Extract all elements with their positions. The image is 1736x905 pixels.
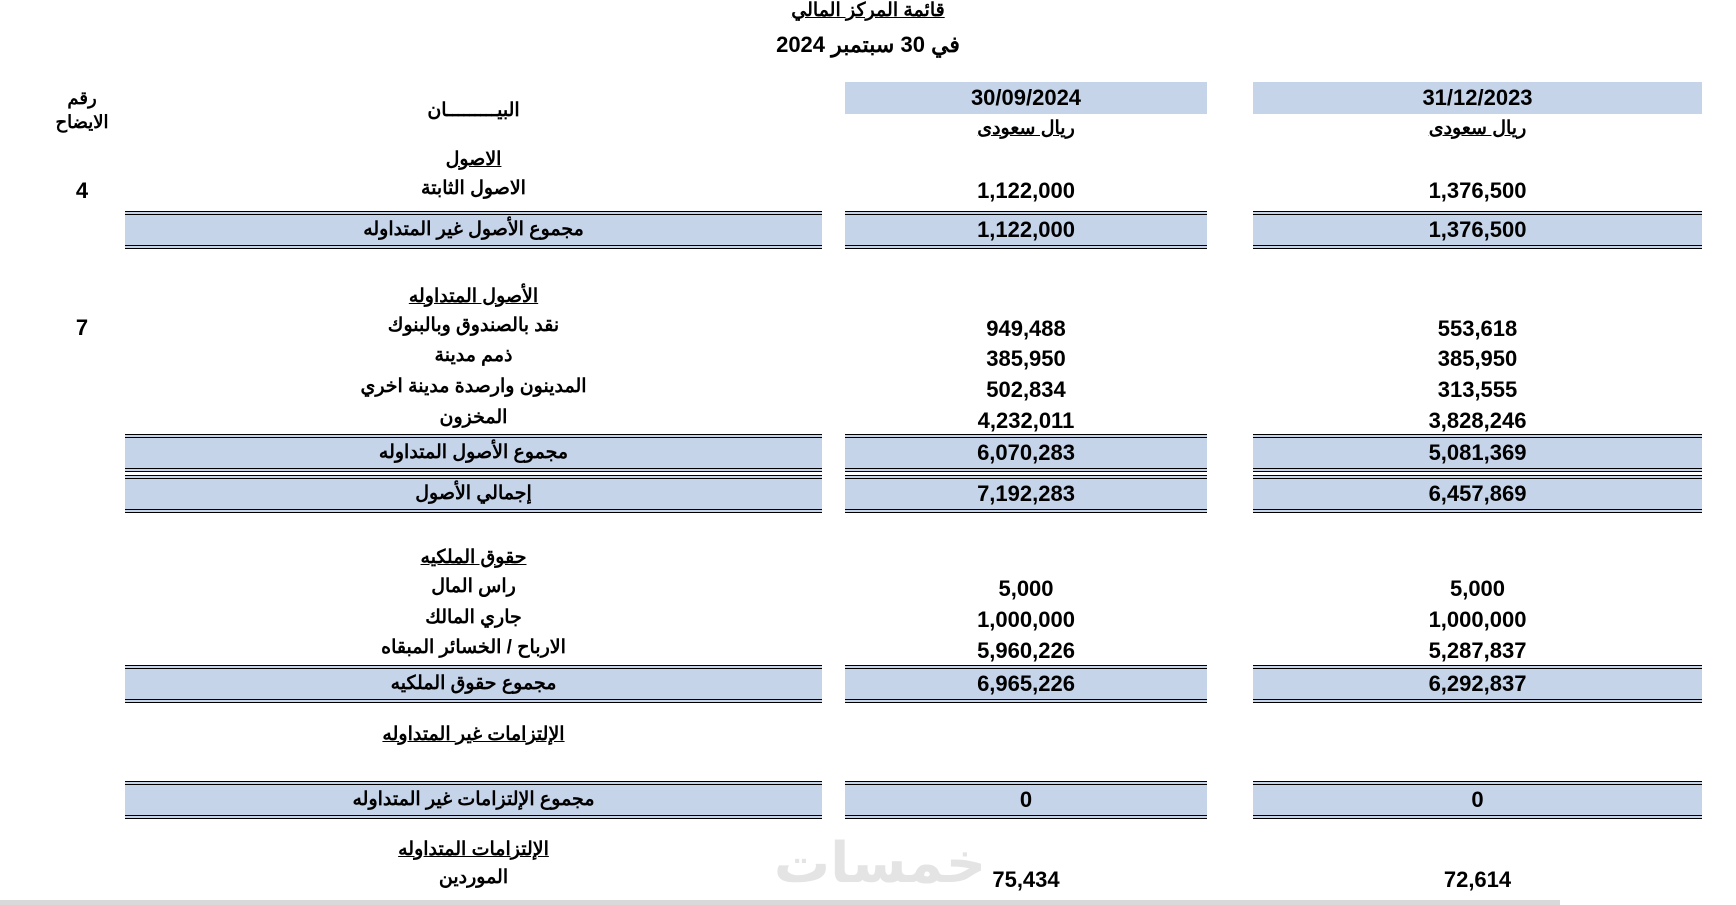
value-2023: 313,555 bbox=[1437, 377, 1518, 402]
value-2024: 1,122,000 bbox=[977, 178, 1075, 203]
label-header: البيـــــــــان bbox=[427, 100, 520, 121]
total-label: إجمالي الأصول bbox=[415, 483, 532, 504]
value-2023: 72,614 bbox=[1443, 867, 1512, 892]
row-label: راس المال bbox=[431, 576, 516, 597]
row-label: المدينون وارصدة مدينة اخري bbox=[360, 376, 587, 397]
note-header: رقم الايضاح bbox=[55, 88, 109, 132]
row-label: المخزون bbox=[439, 407, 508, 428]
value-2023: 3,828,246 bbox=[1428, 408, 1527, 433]
value-2023: 553,618 bbox=[1437, 316, 1518, 341]
value-2024: 949,488 bbox=[986, 316, 1066, 341]
value-2024: 5,000 bbox=[998, 576, 1054, 601]
total-band bbox=[1253, 211, 1702, 249]
col1-date: 30/09/2024 bbox=[970, 85, 1082, 110]
total-band bbox=[125, 434, 822, 472]
total-value-2023: 6,457,869 bbox=[1428, 481, 1527, 506]
total-band bbox=[125, 781, 822, 819]
total-label: مجموع الأصول المتداوله bbox=[378, 442, 569, 463]
section-label: الأصول المتداوله bbox=[408, 286, 539, 307]
col1-header bbox=[845, 82, 1207, 114]
row-label: الارباح / الخسائر المبقاه bbox=[381, 637, 566, 658]
section-label: الاصول bbox=[445, 149, 502, 170]
value-2024: 385,950 bbox=[986, 346, 1066, 371]
total-value-2024: 6,965,226 bbox=[977, 671, 1075, 696]
value-2024: 5,960,226 bbox=[977, 638, 1075, 663]
value-2024: 1,000,000 bbox=[977, 607, 1075, 632]
value-2024: 502,834 bbox=[986, 377, 1066, 402]
total-band bbox=[1253, 781, 1702, 819]
total-value-2024: 6,070,283 bbox=[977, 440, 1075, 465]
note-number: 4 bbox=[75, 178, 89, 203]
total-value-2024: 1,122,000 bbox=[977, 217, 1075, 242]
total-value-2023: 5,081,369 bbox=[1428, 440, 1527, 465]
section-label: حقوق الملكيه bbox=[420, 547, 527, 568]
total-value-2023: 6,292,837 bbox=[1428, 671, 1527, 696]
row-label: جاري المالك bbox=[425, 607, 522, 628]
value-2023: 5,000 bbox=[1449, 576, 1506, 601]
total-value-2023: 0 bbox=[1471, 787, 1484, 812]
value-2023: 385,950 bbox=[1437, 346, 1518, 371]
col2-currency: ريال سعودى bbox=[1428, 118, 1527, 139]
total-band bbox=[1253, 434, 1702, 472]
total-value-2023: 1,376,500 bbox=[1428, 217, 1527, 242]
note-number: 7 bbox=[75, 315, 89, 340]
row-label: ذمم مدينة bbox=[434, 345, 513, 366]
total-band bbox=[845, 434, 1207, 472]
section-label: الإلتزامات المتداوله bbox=[398, 839, 549, 860]
total-band bbox=[1253, 665, 1702, 703]
horizontal-scrollbar[interactable] bbox=[0, 900, 1560, 905]
total-band bbox=[125, 665, 822, 703]
total-band bbox=[845, 781, 1207, 819]
row-label: الموردين bbox=[438, 867, 509, 888]
total-band bbox=[845, 211, 1207, 249]
col2-date: 31/12/2023 bbox=[1422, 85, 1533, 110]
total-band bbox=[125, 211, 822, 249]
value-2024: 75,434 bbox=[992, 867, 1060, 892]
total-label: مجموع الإلتزامات غير المتداوله bbox=[352, 789, 595, 810]
section-label: الإلتزامات غير المتداوله bbox=[382, 724, 565, 745]
col1-currency: ريال سعودى bbox=[977, 118, 1075, 139]
row-label: الاصول الثابتة bbox=[421, 178, 526, 199]
total-band bbox=[845, 475, 1207, 513]
total-band bbox=[125, 475, 822, 513]
value-2023: 1,000,000 bbox=[1428, 607, 1527, 632]
total-value-2024: 7,192,283 bbox=[977, 481, 1075, 506]
total-label: مجموع الأصول غير المتداوله bbox=[363, 219, 584, 240]
total-label: مجموع حقوق الملكيه bbox=[390, 673, 557, 694]
row-label: نقد بالصندوق وبالبنوك bbox=[387, 315, 560, 336]
col2-header bbox=[1253, 82, 1702, 114]
total-value-2024: 0 bbox=[1019, 787, 1033, 812]
statement-title: قائمة المركز المالي bbox=[791, 0, 945, 21]
total-band bbox=[1253, 475, 1702, 513]
watermark-logo: خمسات bbox=[773, 831, 987, 896]
value-2023: 5,287,837 bbox=[1428, 638, 1527, 663]
value-2024: 4,232,011 bbox=[977, 408, 1075, 433]
total-band bbox=[845, 665, 1207, 703]
statement-date: في 30 سبتمبر 2024 bbox=[776, 32, 960, 57]
value-2023: 1,376,500 bbox=[1428, 178, 1527, 203]
